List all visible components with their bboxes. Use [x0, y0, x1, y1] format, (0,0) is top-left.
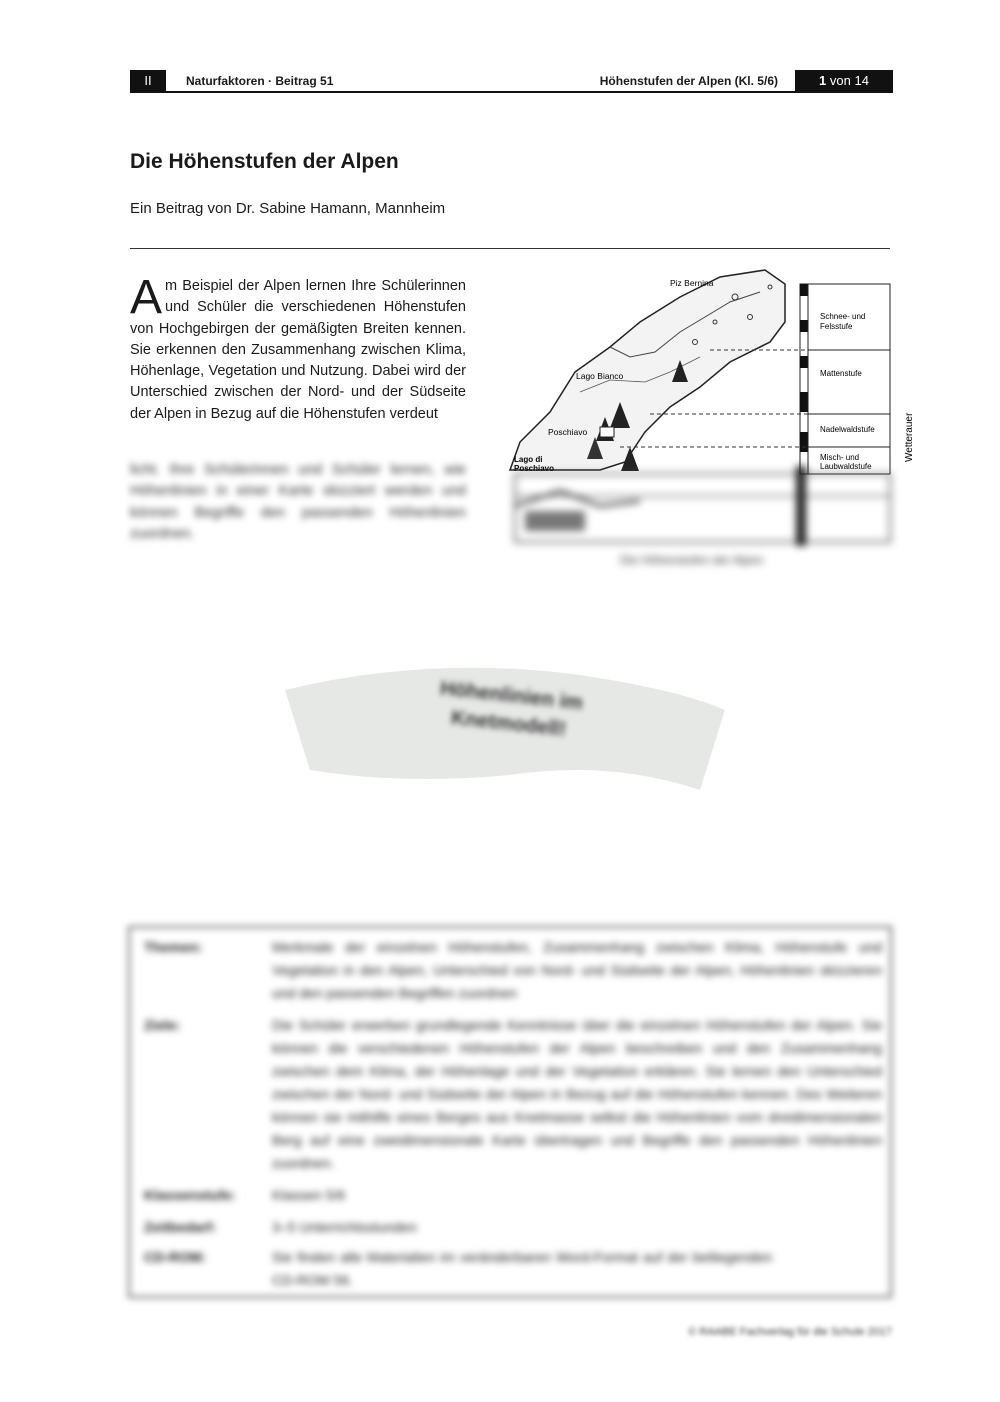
footer-copyright: © RAABE Fachverlag für die Schule 2017: [688, 1326, 892, 1338]
divider: [130, 248, 890, 249]
label-poschiavo: Poschiavo: [548, 427, 588, 437]
section-marker: II: [130, 70, 166, 92]
page-header: [130, 70, 893, 92]
label-lago-di: Lago di: [514, 455, 543, 464]
info-text: Sie finden alle Materialien im veränderbaren Word-Format auf der beiliegenden CD-ROM 56.: [272, 1249, 772, 1288]
mountain-illustration: [510, 270, 785, 471]
zone-schnee: Schnee- und: [820, 312, 866, 321]
intro-text: m Beispiel der Alpen lernen Ihre Schülerinnen und Schüler die verschiedenen Höhenstufen von Hochgebirgen der gemäßigten Breiten kennen. Sie erkennen den Zusammenhang zwischen Klima, Höhenlage, Vegetation und Nutzung. Dabei wird der Unterschied zwischen der Nord- und der Südseite der Alpen in Bezug auf die Höhenstufen verdeut: [130, 278, 466, 422]
info-text: 3–5 Unterrichtsstunden: [272, 1219, 417, 1235]
figure-credit: Wetterauer: [904, 412, 915, 462]
info-label: Klassenstufe:: [144, 1187, 236, 1203]
info-label: Zeitbedarf:: [144, 1219, 217, 1235]
header-rule: [130, 91, 893, 93]
zone-nadelwald: Nadelwaldstufe: [820, 425, 875, 434]
label-piz-bernina: Piz Bernina: [670, 278, 714, 288]
info-label: Themen:: [144, 939, 203, 955]
label-lago-bianco: Lago Bianco: [576, 371, 624, 381]
dropcap: A: [130, 271, 163, 324]
zone-fels: Felsstufe: [820, 322, 853, 331]
page-indicator: [795, 70, 893, 92]
info-box: [128, 926, 892, 1298]
page-total: von 14: [829, 73, 869, 88]
figure-caption: Die Höhenstufen der Alpen: [620, 553, 764, 567]
info-label: Ziele:: [144, 1017, 181, 1033]
ribbon-line-2: Knetmodell!: [449, 706, 568, 741]
article-short-title: Höhenstufen der Alpen (Kl. 5/6): [599, 74, 778, 88]
altitude-scale: [800, 284, 808, 474]
figure-blurred-part: [480, 466, 930, 576]
info-row: [144, 1014, 880, 1174]
byline: Ein Beitrag von Dr. Sabine Hamann, Mannheim: [130, 200, 446, 217]
info-text: Merkmale der einzelnen Höhenstufen, Zusammenhang zwischen Klima, Höhenstufe und Vegetation in den Alpen, Unterschied von Nord- und Südseite der Alpen, Höhenlinien skizzieren und den passenden Begriffen zuordnen: [272, 939, 882, 1001]
info-text: Klassen 5/6: [272, 1187, 346, 1203]
ribbon-line-1: Höhenlinien im: [439, 677, 584, 715]
page-title: Die Höhenstufen der Alpen: [130, 150, 399, 173]
zone-laubwald: Laubwaldstufe: [820, 462, 872, 471]
intro-text-blurred: licht. Ihre Schülerinnen und Schüler lernen, wie Höhenlinien in einer Karte skizziert werden und können Begriffe den passenden Höhenlinien zuordnen.: [130, 462, 466, 542]
info-label: CD-ROM:: [144, 1249, 207, 1265]
intro-paragraph: [130, 271, 466, 425]
zone-matten: Mattenstufe: [820, 369, 862, 378]
info-row: [144, 936, 880, 1006]
label-poschiavo-lake: Poschiavo: [514, 464, 555, 473]
series-title: Naturfaktoren · Beitrag 51: [186, 74, 334, 88]
page-number: 1: [819, 73, 827, 88]
zone-misch: Misch- und: [820, 453, 860, 462]
info-text: Die Schüler erwerben grundlegende Kenntnisse über die einzelnen Höhenstufen der Alpen. Sie können die verschiedenen Höhenstufen der Alpen beschreiben und den Zusammenhang zwischen dem Klima, der Höhenlage und der Vegetation erklären. Sie lernen den Unterschied zwischen der Nord- und Südseite der Alpen in Bezug auf die Höhenstufen kennen. Des Weiteren können sie mithilfe eines Berges aus Knetmasse selbst die Höhenlinien vom dreidimensionalen Berg auf eine zweidimensionale Karte übertragen und Begriffe den passenden Höhenlinien zuordnen.: [272, 1017, 882, 1171]
